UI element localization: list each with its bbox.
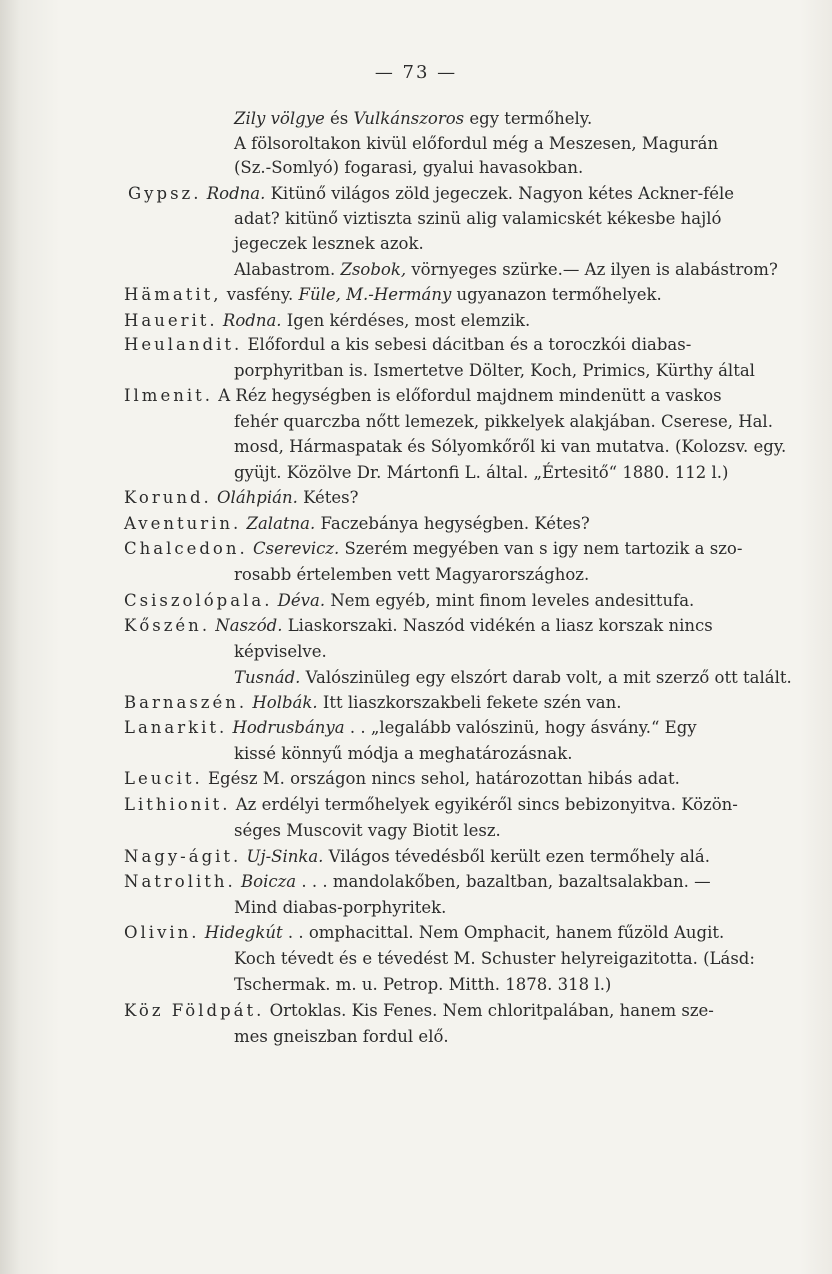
italic-place-name: Zalatna. bbox=[241, 514, 316, 533]
line-text: mes gneiszban fordul elő. bbox=[234, 1027, 449, 1046]
text-line bbox=[234, 974, 611, 998]
line-text: Kétes? bbox=[297, 488, 359, 507]
italic-place-name: Füle, M.-Hermány bbox=[293, 285, 452, 304]
line-text: . . . mandolakőben, bazaltban, bazaltsalakban. — bbox=[296, 872, 711, 891]
text-line bbox=[124, 717, 697, 741]
line-text: Kitünő világos zöld jegeczek. Nagyon kétes Ackner-féle bbox=[265, 184, 735, 203]
text-line bbox=[124, 487, 358, 511]
mineral-name: Aventurin. bbox=[124, 514, 242, 533]
line-text: Előfordul a kis sebesi dácitban és a toroczkói diabas- bbox=[242, 335, 692, 354]
text-line bbox=[124, 310, 530, 334]
line-text: jegeczek lesznek azok. bbox=[234, 234, 424, 253]
mineral-name: Natrolith. bbox=[124, 872, 236, 891]
text-line bbox=[124, 385, 722, 409]
mineral-name: Kőszén. bbox=[124, 616, 211, 635]
line-text: Ortoklas. Kis Fenes. Nem chloritpalában, hanem sze- bbox=[264, 1001, 714, 1020]
line-text: Igen kérdéses, most elemzik. bbox=[281, 311, 531, 330]
line-text: vörnyeges szürke.— Az ilyen is alabástrom? bbox=[406, 260, 778, 279]
italic-place-name: Holbák. bbox=[247, 693, 318, 712]
text-line bbox=[124, 334, 691, 358]
line-text: egy termőhely. bbox=[464, 109, 593, 128]
line-text: Faczebánya hegységben. Kétes? bbox=[315, 514, 590, 533]
italic-place-name: Uj-Sinka. bbox=[241, 847, 324, 866]
text-line bbox=[234, 133, 718, 157]
line-text: Nem egyéb, mint finom leveles andesittufa. bbox=[325, 591, 695, 610]
text-line bbox=[124, 513, 590, 537]
mineral-name: Lanarkit. bbox=[124, 718, 228, 737]
text-line bbox=[234, 108, 592, 132]
mineral-name: Hauerit. bbox=[124, 311, 218, 330]
line-text: Itt liaszkorszakbeli fekete szén van. bbox=[317, 693, 622, 712]
line-text: . . „legalább valószinü, hogy ásvány.“ Egy bbox=[344, 718, 697, 737]
line-text: porphyritban is. Ismertetve Dölter, Koch, Primics, Kürthy által bbox=[234, 361, 755, 380]
line-text: (Sz.-Somlyó) fogarasi, gyalui havasokban. bbox=[234, 158, 584, 177]
mineral-name: Csiszolópala. bbox=[124, 591, 273, 610]
mineral-name: Ilmenit. bbox=[124, 386, 213, 405]
line-text: . . omphacittal. Nem Omphacit, hanem fűzöld Augit. bbox=[282, 923, 725, 942]
text-line bbox=[234, 157, 583, 181]
italic-place-name: Boicza bbox=[235, 872, 297, 891]
text-line bbox=[124, 922, 724, 946]
mineral-name: Hämatit, bbox=[124, 285, 222, 304]
line-text: gyüjt. Közölve Dr. Mártonfi L. által. „Értesitő“ 1880. 112 l.) bbox=[234, 463, 729, 482]
text-line bbox=[234, 208, 721, 232]
text-line bbox=[124, 692, 622, 716]
mineral-name: Leucit. bbox=[124, 769, 203, 788]
text-line bbox=[124, 768, 680, 792]
text-line bbox=[234, 259, 778, 283]
italic-place-name: Zsobok, bbox=[335, 260, 407, 279]
mineral-name: Olivin. bbox=[124, 923, 200, 942]
text-line bbox=[124, 538, 742, 562]
text-line bbox=[124, 794, 738, 818]
line-text: Egész M. országon nincs sehol, határozottan hibás adat. bbox=[202, 769, 680, 788]
line-text: adat? kitünő viztiszta szinü alig valamicskét kékesbe hajló bbox=[234, 209, 722, 228]
line-text: Liaskorszaki. Naszód vidékén a liasz korszak nincs bbox=[282, 616, 713, 635]
italic-place-name: Naszód. bbox=[210, 616, 283, 635]
line-text: mosd, Hármaspatak és Sólyomkőről ki van mutatva. (Kolozsv. egy. bbox=[234, 437, 787, 456]
line-text: vasfény. bbox=[221, 285, 294, 304]
line-text: Az erdélyi termőhelyek egyikéről sincs bebizonyitva. Közön- bbox=[230, 795, 738, 814]
line-text: és bbox=[324, 109, 354, 128]
italic-place-name: Déva. bbox=[272, 591, 326, 610]
line-text: fehér quarczba nőtt lemezek, pikkelyek alakjában. Cserese, Hal. bbox=[234, 412, 773, 431]
text-line bbox=[234, 360, 755, 384]
italic-place-name: Rodna. bbox=[217, 311, 282, 330]
line-text: képviselve. bbox=[234, 642, 327, 661]
line-text: A Réz hegységben is előfordul majdnem mindenütt a vaskos bbox=[213, 386, 722, 405]
text-line bbox=[128, 183, 734, 207]
text-line bbox=[234, 436, 786, 460]
text-line bbox=[234, 411, 773, 435]
italic-place-name: Oláhpián. bbox=[211, 488, 298, 507]
text-line bbox=[124, 846, 710, 870]
line-text: ugyanazon termőhelyek. bbox=[451, 285, 662, 304]
text-line bbox=[124, 590, 694, 614]
text-line bbox=[124, 871, 711, 895]
line-text: Valószinüleg egy elszórt darab volt, a mit szerző ott talált. bbox=[300, 668, 792, 687]
text-line bbox=[234, 820, 501, 844]
text-line bbox=[234, 1026, 449, 1050]
text-line bbox=[124, 1000, 714, 1024]
line-text: kissé könnyű módja a meghatározásnak. bbox=[234, 744, 573, 763]
italic-place-name: Hidegkút bbox=[199, 923, 283, 942]
text-line bbox=[124, 615, 713, 639]
mineral-name: Chalcedon. bbox=[124, 539, 248, 558]
mineral-name: Gypsz. bbox=[128, 184, 202, 203]
line-text: Koch tévedt és e tévedést M. Schuster helyreigazitotta. (Lásd: bbox=[234, 949, 755, 968]
mineral-name: Nagy-ágit. bbox=[124, 847, 242, 866]
text-line bbox=[234, 462, 729, 486]
italic-place-name: Vulkánszoros bbox=[353, 109, 465, 128]
italic-place-name: Zily völgye bbox=[234, 109, 325, 128]
line-text: Alabastrom. bbox=[234, 260, 336, 279]
text-line bbox=[234, 897, 446, 921]
text-line bbox=[234, 641, 327, 665]
italic-place-name: Cserevicz. bbox=[247, 539, 340, 558]
text-line bbox=[234, 564, 589, 588]
mineral-name: Korund. bbox=[124, 488, 212, 507]
line-text: Világos tévedésből került ezen termőhely alá. bbox=[323, 847, 711, 866]
italic-place-name: Rodna. bbox=[201, 184, 266, 203]
line-text: Mind diabas-porphyritek. bbox=[234, 898, 447, 917]
italic-place-name: Tusnád. bbox=[234, 668, 301, 687]
line-text: rosabb értelemben vett Magyarországhoz. bbox=[234, 565, 590, 584]
mineral-name: Köz Földpát. bbox=[124, 1001, 265, 1020]
line-text: Tschermak. m. u. Petrop. Mitth. 1878. 318 l.) bbox=[234, 975, 612, 994]
mineral-name: Lithionit. bbox=[124, 795, 231, 814]
text-line bbox=[124, 284, 662, 308]
line-text: Szerém megyében van s igy nem tartozik a szo- bbox=[339, 539, 743, 558]
text-line bbox=[234, 667, 792, 691]
line-text: séges Muscovit vagy Biotit lesz. bbox=[234, 821, 501, 840]
italic-place-name: Hodrusbánya bbox=[227, 718, 345, 737]
text-line bbox=[234, 233, 424, 257]
mineral-name: Barnaszén. bbox=[124, 693, 248, 712]
text-line bbox=[234, 948, 755, 972]
page-number: — 73 — bbox=[374, 62, 458, 83]
mineral-name: Heulandit. bbox=[124, 335, 243, 354]
line-text: A fölsoroltakon kivül előfordul még a Meszesen, Magurán bbox=[234, 134, 719, 153]
text-line bbox=[234, 743, 572, 767]
